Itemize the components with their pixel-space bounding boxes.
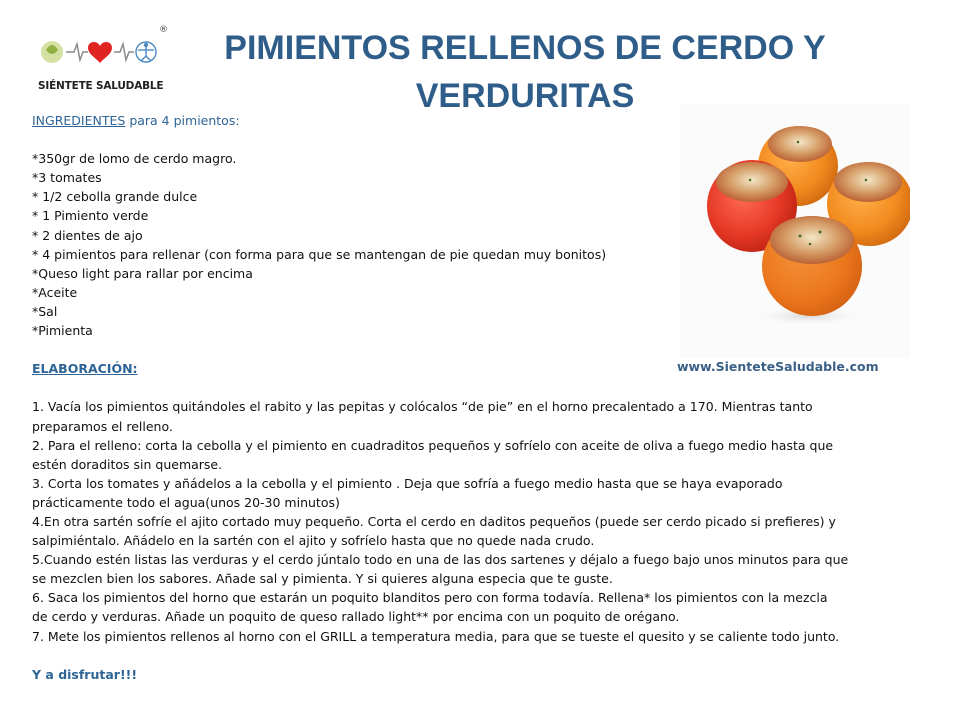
ingredient-item: *3 tomates [32, 170, 102, 186]
registered-mark: ® [159, 25, 168, 35]
elaboration-heading: ELABORACIÓN: [32, 361, 138, 377]
elaboration-line: 7. Mete los pimientos rellenos al horno con el GRILL a temperatura media, para que se tueste el quesito y se caliente todo junto. [32, 628, 840, 644]
ingredients-heading [32, 111, 882, 130]
elaboration-line: 3. Corta los tomates y añádelos a la cebolla y el pimiento . Deja que sofría a fuego medio hasta que se haya evaporado [32, 475, 783, 491]
heartbeat-logo-icon [22, 22, 172, 82]
brand-name: SIÉNTETE SALUDABLE [38, 80, 164, 92]
elaboration-line: 1. Vacía los pimientos quitándoles el rabito y las pepitas y colócalos “de pie” en el horno precalentado a 170. Mientras tanto [32, 399, 813, 415]
ingredient-item: *Pimienta [32, 323, 93, 339]
elaboration-line: preparamos el relleno. [32, 418, 173, 434]
elaboration-line: 5.Cuando estén listas las verduras y el cerdo júntalo todo en una de las dos sartenes y déjalo a fuego bajo unos minutos para que [32, 552, 849, 568]
ingredient-item: *Queso light para rallar por encima [32, 265, 253, 281]
title-line-2: VERDURITAS [415, 77, 635, 115]
ingredient-item: * 4 pimientos para rellenar (con forma para que se mantengan de pie quedan muy bonitos) [32, 246, 607, 262]
ingredient-item: *Aceite [32, 284, 78, 300]
elaboration-line: 4.En otra sartén sofríe el ajito cortado muy pequeño. Corta el cerdo en daditos pequeños (puede ser cerdo picado si prefieres) y [32, 513, 836, 529]
ingredient-item: * 1/2 cebolla grande dulce [32, 189, 198, 205]
elaboration-line: 2. Para el relleno: corta la cebolla y el pimiento en cuadraditos pequeños y sofríelo con aceite de oliva a fuego medio hasta que [32, 437, 834, 453]
elaboration-line: de cerdo y verduras. Añade un poquito de queso rallado light** por encima con un poquito de orégano. [32, 609, 680, 625]
elaboration-line: se mezclen bien los sabores. Añade sal y pimienta. Y si quieres alguna especia que te guste. [32, 571, 613, 587]
closing-line: Y a disfrutar!!! [32, 666, 138, 682]
recipe-body [32, 111, 882, 684]
title-line-1: PIMIENTOS RELLENOS DE CERDO Y [224, 29, 826, 67]
elaboration-line: salpimiéntalo. Añádelo en la sartén con el ajito y sofríelo hasta que no quede nada crudo. [32, 533, 595, 549]
ingredient-item: * 2 dientes de ajo [32, 227, 143, 243]
elaboration-line: 6. Saca los pimientos del horno que estarán un poquito blanditos pero con forma todavía. Rellena* los pimientos con la mezcla [32, 590, 828, 606]
ingredients-heading-suffix: para 4 pimientos: [125, 113, 240, 128]
ingredients-list [32, 149, 882, 340]
ingredient-item: * 1 Pimiento verde [32, 208, 149, 224]
ingredient-item: *Sal [32, 303, 58, 319]
ingredient-item: *350gr de lomo de cerdo magro. [32, 151, 237, 167]
ingredients-heading-label: INGREDIENTES [32, 113, 126, 128]
elaboration-line: estén doraditos sin quemarse. [32, 456, 223, 472]
website-url: www.SienteteSaludable.com [677, 359, 879, 374]
elaboration-steps [32, 397, 882, 645]
elaboration-line: prácticamente todo el agua(unos 20-30 minutos) [32, 494, 340, 510]
